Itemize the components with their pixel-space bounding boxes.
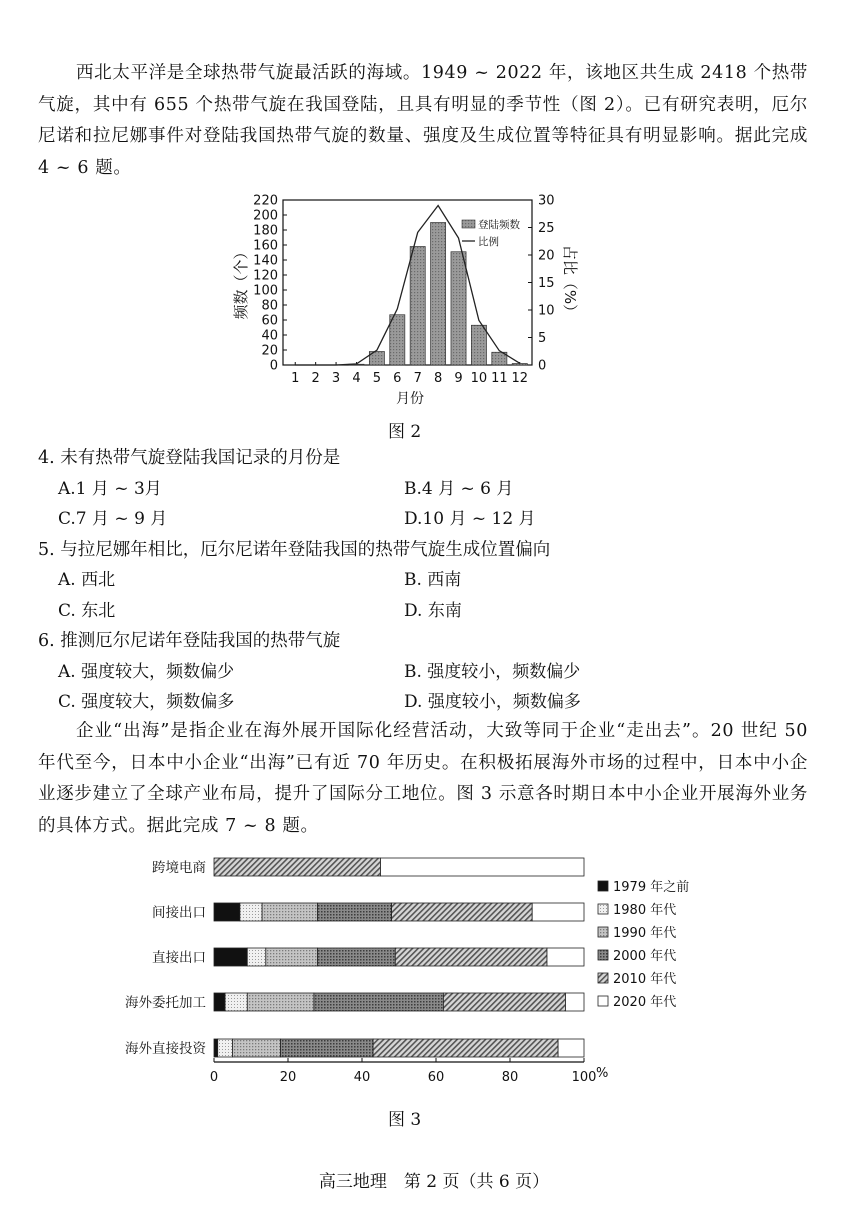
- y2-tick-label: 20: [538, 248, 555, 264]
- stacked-bar-segment: [247, 993, 314, 1011]
- legend-label: 2000 年代: [613, 949, 677, 964]
- question-4-option-d[interactable]: D.10 月 ~ 12 月: [404, 509, 536, 529]
- y-tick-label: 80: [261, 298, 278, 314]
- x-tick-label: 0: [209, 1070, 219, 1085]
- question-4-option-b[interactable]: B.4 月 ~ 6 月: [404, 479, 514, 499]
- legend-swatch: [598, 927, 608, 937]
- y-tick-label: 140: [253, 253, 278, 269]
- x-tick-label: 10: [470, 371, 488, 386]
- question-5-option-c[interactable]: C. 东北: [58, 601, 116, 621]
- legend-swatch: [598, 904, 608, 914]
- legend-swatch: [598, 950, 608, 960]
- legend-label-line: 比例: [478, 236, 499, 248]
- category-label: 间接出口: [152, 905, 206, 921]
- x-axis-label: 月份: [396, 391, 424, 407]
- y-tick-label: 180: [253, 223, 278, 239]
- legend-label: 1980 年代: [613, 903, 677, 918]
- y-tick-label: 100: [253, 283, 278, 299]
- legend: [462, 218, 520, 248]
- y2-tick-label: 0: [538, 358, 547, 374]
- stacked-bar-segment: [247, 948, 265, 966]
- y-tick-label: 40: [261, 328, 278, 344]
- stacked-bar-segment: [218, 1039, 233, 1057]
- stacked-bar-segment: [214, 903, 240, 921]
- stacked-bar-segment: [566, 993, 585, 1011]
- legend-swatch: [598, 973, 608, 983]
- stacked-bar-segment: [214, 1039, 218, 1057]
- question-6-option-d[interactable]: D. 强度较小，频数偏多: [404, 692, 581, 712]
- landing-frequency-bar: [410, 247, 425, 366]
- stacked-bar-segment: [547, 948, 584, 966]
- x-tick-label: 4: [352, 371, 361, 386]
- question-5-option-b[interactable]: B. 西南: [404, 570, 462, 590]
- intro-paragraph-2: 企业“出海”是指企业在海外展开国际化经营活动，大致等同于企业“走出去”。20 世纪 50 年代至今，日本中小企业“出海”已有近 70 年历史。在积极拓展海外市场的过程中，日本中小企业逐步建立了全球产业布局，提升了国际分工地位。图 3 示意各时期日本中小企业开展海外业务的具体方式。据此完成 7 ~ 8 题。: [38, 721, 808, 836]
- x-tick-label: 100: [571, 1070, 597, 1085]
- y-tick-label: 20: [261, 343, 278, 359]
- category-label: 跨境电商: [152, 860, 206, 876]
- stacked-bar-segment: [266, 948, 318, 966]
- y-tick-label: 120: [253, 268, 278, 284]
- figure-2-caption: 图 2: [388, 422, 422, 442]
- x-tick-label: 60: [427, 1070, 445, 1085]
- y-axis-label: 频数（个）: [232, 244, 250, 320]
- y-tick-label: 160: [253, 238, 278, 254]
- stacked-bar-segment: [214, 993, 225, 1011]
- stacked-bar-segment: [373, 1039, 558, 1057]
- x-tick-label: 20: [279, 1070, 297, 1085]
- x-unit-label: %: [596, 1066, 609, 1081]
- stacked-bar-segment: [381, 858, 585, 876]
- x-tick-label: 6: [393, 371, 402, 386]
- stacked-bar-segment: [214, 948, 247, 966]
- x-tick-label: 1: [291, 371, 300, 386]
- legend-swatch: [598, 881, 608, 891]
- question-6-stem: 6. 推测厄尔尼诺年登陆我国的热带气旋: [38, 631, 341, 651]
- figure-2-chart: [0, 190, 868, 410]
- category-label: 直接出口: [152, 950, 206, 966]
- stacked-bar-segment: [318, 948, 396, 966]
- y2-tick-label: 15: [538, 276, 555, 291]
- legend-label-bar: 登陆频数: [478, 219, 520, 231]
- landing-frequency-bar: [451, 252, 466, 365]
- stacked-bar-segment: [392, 903, 533, 921]
- stacked-bar-segment: [314, 993, 444, 1011]
- figure-3-chart: [0, 845, 868, 1095]
- landing-frequency-bar: [390, 315, 405, 365]
- category-label: 海外直接投资: [125, 1041, 206, 1057]
- y-tick-label: 220: [253, 193, 278, 209]
- stacked-bar-segment: [214, 858, 381, 876]
- stacked-bar-segment: [262, 903, 318, 921]
- question-6-option-a[interactable]: A. 强度较大，频数偏少: [58, 662, 235, 682]
- x-tick-label: 12: [511, 371, 529, 386]
- stacked-bar-segment: [240, 903, 262, 921]
- x-tick-label: 11: [491, 371, 508, 386]
- stacked-bar-segment: [558, 1039, 584, 1057]
- question-5-option-a[interactable]: A. 西北: [58, 570, 116, 590]
- question-4-option-a[interactable]: A.1 月 ~ 3月: [58, 479, 162, 499]
- page-footer: 高三地理 第 2 页（共 6 页）: [318, 1172, 550, 1192]
- stacked-bar-segment: [318, 903, 392, 921]
- question-5-stem: 5. 与拉尼娜年相比，厄尔尼诺年登陆我国的热带气旋生成位置偏向: [38, 540, 551, 560]
- landing-frequency-bar: [471, 325, 486, 365]
- question-6-option-b[interactable]: B. 强度较小，频数偏少: [404, 662, 581, 682]
- x-tick-label: 5: [372, 371, 382, 386]
- y2-tick-label: 25: [538, 221, 555, 236]
- stacked-bar-segment: [281, 1039, 374, 1057]
- intro-paragraph-1: 西北太平洋是全球热带气旋最活跃的海域。1949 ~ 2022 年，该地区共生成 2418 个热带气旋，其中有 655 个热带气旋在我国登陆，且具有明显的季节性（图 2）。已有研究表明，厄尔尼诺和拉尼娜事件对登陆我国热带气旋的数量、强度及生成位置等特征具有明显影响。据此完成 4 ~ 6 题。: [38, 63, 808, 178]
- y2-tick-label: 30: [538, 193, 555, 209]
- landing-frequency-bar: [512, 364, 527, 366]
- x-tick-label: 80: [501, 1070, 519, 1085]
- y2-tick-label: 5: [538, 331, 547, 346]
- x-tick-label: 2: [311, 371, 320, 386]
- question-5-option-d[interactable]: D. 东南: [404, 601, 462, 621]
- landing-frequency-bar: [431, 223, 446, 366]
- x-tick-label: 7: [413, 371, 422, 386]
- y2-axis-label: 占比（%）: [561, 244, 579, 320]
- legend-label: 2010 年代: [613, 972, 677, 987]
- y-tick-label: 0: [269, 358, 278, 374]
- y2-tick-label: 10: [538, 303, 555, 319]
- x-tick-label: 8: [433, 371, 443, 386]
- x-tick-label: 9: [454, 371, 463, 386]
- legend-swatch-bar: [462, 220, 475, 228]
- question-4-option-c[interactable]: C.7 月 ~ 9 月: [58, 509, 168, 529]
- category-label: 海外委托加工: [125, 995, 206, 1011]
- question-6-option-c[interactable]: C. 强度较大，频数偏多: [58, 692, 235, 712]
- y-tick-label: 200: [253, 208, 278, 224]
- stacked-bar-segment: [532, 903, 584, 921]
- y-tick-label: 60: [261, 313, 278, 329]
- legend-label: 2020 年代: [613, 995, 677, 1010]
- legend-label: 1990 年代: [613, 926, 677, 941]
- x-tick-label: 3: [331, 371, 341, 386]
- stacked-bar-segment: [395, 948, 547, 966]
- legend-swatch: [598, 996, 608, 1006]
- question-4-stem: 4. 未有热带气旋登陆我国记录的月份是: [38, 448, 341, 468]
- stacked-bar-segment: [225, 993, 247, 1011]
- stacked-bar-segment: [233, 1039, 281, 1057]
- x-tick-label: 40: [353, 1070, 371, 1085]
- figure-3-caption: 图 3: [388, 1110, 422, 1130]
- legend-label: 1979 年之前: [613, 880, 690, 895]
- stacked-bar-segment: [443, 993, 565, 1011]
